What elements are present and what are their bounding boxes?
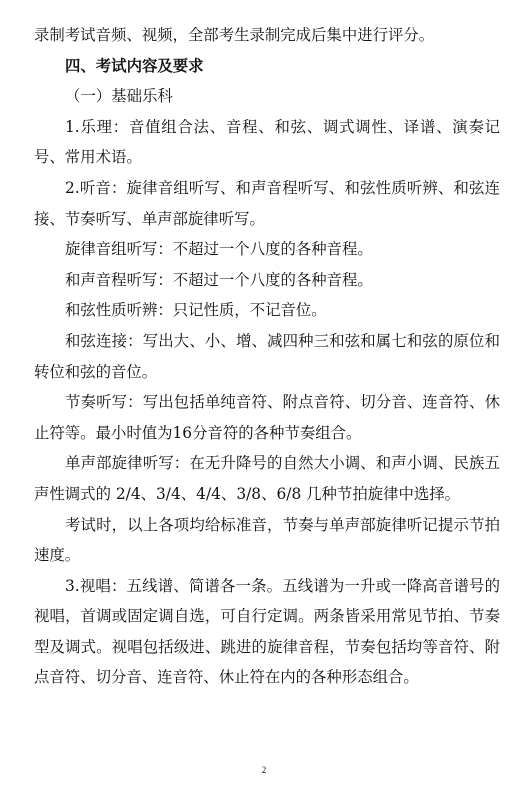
paragraph-continuation: 录制考试音频、视频，全部考生录制完成后集中进行评分。 bbox=[34, 26, 435, 44]
paragraph-melodic-intervals: 旋律音组听写：不超过一个八度的各种音程。 bbox=[65, 240, 373, 259]
page-number: 2 bbox=[261, 765, 267, 775]
paragraph-rhythm-dictation: 节奏听写：写出包括单纯音符、附点音符、切分音、连音符、休止符等。最小时值为16分音符的各种节奏组合。 bbox=[34, 393, 500, 442]
paragraph-chord-connection: 和弦连接：写出大、小、增、减四种三和弦和属七和弦的原位和转位和弦的音位。 bbox=[34, 331, 500, 381]
document-body bbox=[34, 20, 500, 693]
paragraph-chord-quality: 和弦性质听辨：只记性质，不记音位。 bbox=[65, 301, 327, 320]
paragraph-exam-note: 考试时，以上各项均给标准音，节奏与单声部旋律听记提示节拍速度。 bbox=[34, 515, 500, 565]
paragraph-music-theory: 1.乐理：音值组合法、音程、和弦、调式调性、译谱、演奏记号、常用术语。 bbox=[34, 117, 500, 167]
paragraph-melody-dictation: 单声部旋律听写：在无升降号的自然大小调、和声小调、民族五声性调式的 2/4、3/4、4/4、3/8、6/8 几种节拍旋律中选择。 bbox=[34, 454, 500, 503]
subsection-heading: （一）基础乐科 bbox=[65, 87, 173, 106]
paragraph-harmonic-intervals: 和声音程听写：不超过一个八度的各种音程。 bbox=[65, 270, 373, 289]
paragraph-sight-singing: 3.视唱：五线谱、简谱各一条。五线谱为一升或一降高音谱号的视唱，首调或固定调自选，可自行定调。两条皆采用常见节拍、节奏型及调式。视唱包括级进、跳进的旋律音程，节奏包括均等音符、附点音符、切分音、连音符、休止符在内的各种形态组合。 bbox=[34, 576, 500, 687]
paragraph-ear-training: 2.听音：旋律音组听写、和声音程听写、和弦性质听辨、和弦连接、节奏听写、单声部旋律听写。 bbox=[34, 178, 500, 228]
section-heading: 四、考试内容及要求 bbox=[65, 56, 204, 75]
